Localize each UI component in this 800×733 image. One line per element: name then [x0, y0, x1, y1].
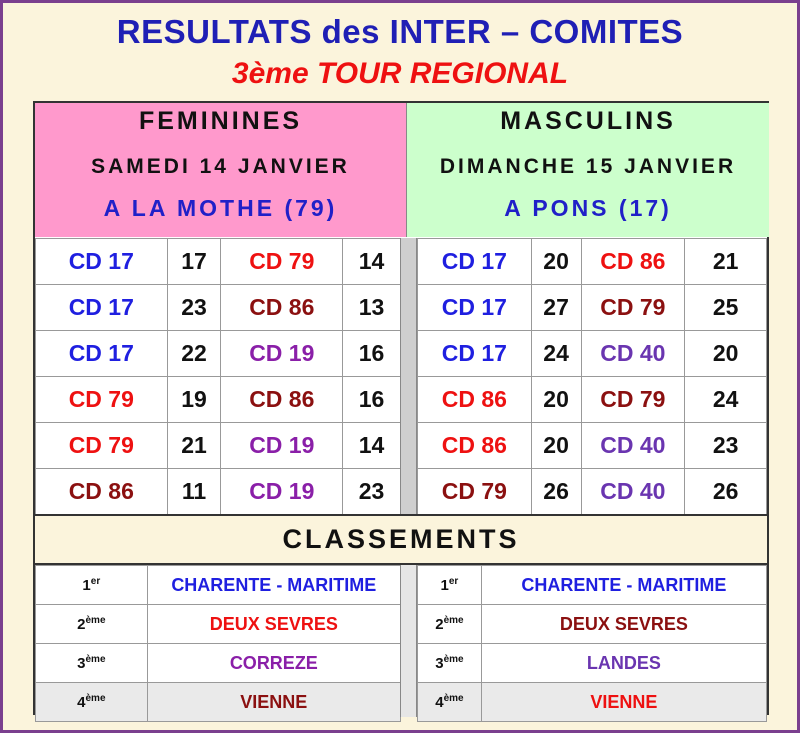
away-score: 23 — [685, 423, 767, 469]
home-score: 23 — [167, 285, 221, 331]
ranking-row — [418, 566, 767, 605]
ranking-position — [418, 566, 482, 605]
home-team: CD 79 — [36, 423, 168, 469]
home-score: 22 — [167, 331, 221, 377]
away-team: CD 86 — [221, 377, 343, 423]
masculins-header — [407, 103, 769, 237]
feminines-results-table — [35, 238, 401, 515]
away-score: 23 — [343, 469, 401, 515]
home-score: 17 — [167, 239, 221, 285]
ranking-position — [36, 683, 148, 722]
ranking-row — [418, 644, 767, 683]
away-score: 14 — [343, 239, 401, 285]
match-row — [36, 239, 401, 285]
home-score: 26 — [531, 469, 581, 515]
ranking-row — [36, 644, 401, 683]
home-team: CD 17 — [418, 331, 532, 377]
match-row — [36, 423, 401, 469]
ranking-position — [36, 605, 148, 644]
classements-heading: CLASSEMENTS — [35, 514, 767, 565]
feminines-label: FEMININES — [138, 107, 303, 135]
position-suffix: ème — [85, 654, 106, 665]
away-score: 14 — [343, 423, 401, 469]
position-suffix: er — [90, 576, 101, 587]
match-row — [418, 377, 767, 423]
home-score: 20 — [531, 423, 581, 469]
home-team: CD 86 — [418, 377, 532, 423]
home-team: CD 79 — [36, 377, 168, 423]
position-suffix: ème — [443, 615, 464, 626]
home-team: CD 17 — [36, 285, 168, 331]
page-subtitle: 3ème TOUR REGIONAL — [231, 57, 569, 90]
masculins-label: MASCULINS — [500, 107, 676, 135]
away-score: 16 — [343, 331, 401, 377]
results-grid — [33, 101, 769, 715]
ranking-row — [418, 605, 767, 644]
match-row — [418, 285, 767, 331]
ranking-row — [36, 605, 401, 644]
ranking-team: CHARENTE - MARITIME — [147, 566, 400, 605]
home-team: CD 79 — [418, 469, 532, 515]
away-score: 13 — [343, 285, 401, 331]
away-score: 25 — [685, 285, 767, 331]
ranking-position — [418, 683, 482, 722]
masculins-results-table — [417, 238, 767, 515]
away-score: 16 — [343, 377, 401, 423]
home-score: 11 — [167, 469, 221, 515]
ranking-row — [418, 683, 767, 722]
away-team: CD 19 — [221, 423, 343, 469]
home-score: 19 — [167, 377, 221, 423]
ranking-team: CHARENTE - MARITIME — [481, 566, 766, 605]
away-score: 20 — [685, 331, 767, 377]
position-number: 4 — [435, 694, 444, 711]
home-team: CD 17 — [418, 239, 532, 285]
position-number: 1 — [82, 577, 91, 594]
home-score: 20 — [531, 239, 581, 285]
ranking-team: DEUX SEVRES — [147, 605, 400, 644]
ranking-team: VIENNE — [147, 683, 400, 722]
home-team: CD 17 — [418, 285, 532, 331]
ranking-position — [418, 644, 482, 683]
ranking-position — [418, 605, 482, 644]
position-suffix: ème — [85, 615, 106, 626]
ranking-position — [36, 644, 148, 683]
away-team: CD 86 — [221, 285, 343, 331]
column-separator — [400, 238, 417, 514]
position-number: 3 — [77, 655, 86, 672]
position-suffix: er — [448, 576, 459, 587]
away-team: CD 79 — [221, 239, 343, 285]
feminines-date: SAMEDI 14 JANVIER — [91, 155, 350, 178]
away-team: CD 40 — [581, 331, 685, 377]
match-row — [418, 469, 767, 515]
feminines-location: A LA MOTHE (79) — [103, 195, 338, 221]
away-team: CD 40 — [581, 423, 685, 469]
ranking-row — [36, 566, 401, 605]
page-title: RESULTATS des INTER – COMITES — [116, 13, 684, 50]
away-team: CD 79 — [581, 377, 685, 423]
match-row — [36, 377, 401, 423]
position-number: 4 — [77, 694, 86, 711]
position-number: 3 — [435, 655, 444, 672]
ranking-row — [36, 683, 401, 722]
home-score: 24 — [531, 331, 581, 377]
away-team: CD 19 — [221, 469, 343, 515]
home-team: CD 86 — [418, 423, 532, 469]
away-team: CD 79 — [581, 285, 685, 331]
feminines-ranking-table — [35, 565, 401, 722]
match-row — [36, 285, 401, 331]
match-row — [36, 469, 401, 515]
match-row — [418, 331, 767, 377]
position-number: 2 — [77, 616, 86, 633]
home-score: 21 — [167, 423, 221, 469]
home-team: CD 17 — [36, 331, 168, 377]
away-team: CD 19 — [221, 331, 343, 377]
match-row — [418, 239, 767, 285]
column-separator — [400, 565, 417, 717]
position-suffix: ème — [443, 654, 464, 665]
home-score: 27 — [531, 285, 581, 331]
away-score: 24 — [685, 377, 767, 423]
ranking-team: VIENNE — [481, 683, 766, 722]
feminines-header — [35, 103, 407, 237]
ranking-team: LANDES — [481, 644, 766, 683]
position-suffix: ème — [443, 693, 464, 704]
home-score: 20 — [531, 377, 581, 423]
ranking-team: DEUX SEVRES — [481, 605, 766, 644]
match-row — [36, 331, 401, 377]
position-number: 1 — [440, 577, 449, 594]
away-team: CD 86 — [581, 239, 685, 285]
home-team: CD 17 — [36, 239, 168, 285]
away-team: CD 40 — [581, 469, 685, 515]
masculins-ranking-table — [417, 565, 767, 722]
ranking-position — [36, 566, 148, 605]
match-row — [418, 423, 767, 469]
position-suffix: ème — [85, 693, 106, 704]
away-score: 21 — [685, 239, 767, 285]
masculins-location: A PONS (17) — [504, 195, 672, 221]
away-score: 26 — [685, 469, 767, 515]
ranking-team: CORREZE — [147, 644, 400, 683]
position-number: 2 — [435, 616, 444, 633]
masculins-date: DIMANCHE 15 JANVIER — [439, 155, 737, 178]
home-team: CD 86 — [36, 469, 168, 515]
